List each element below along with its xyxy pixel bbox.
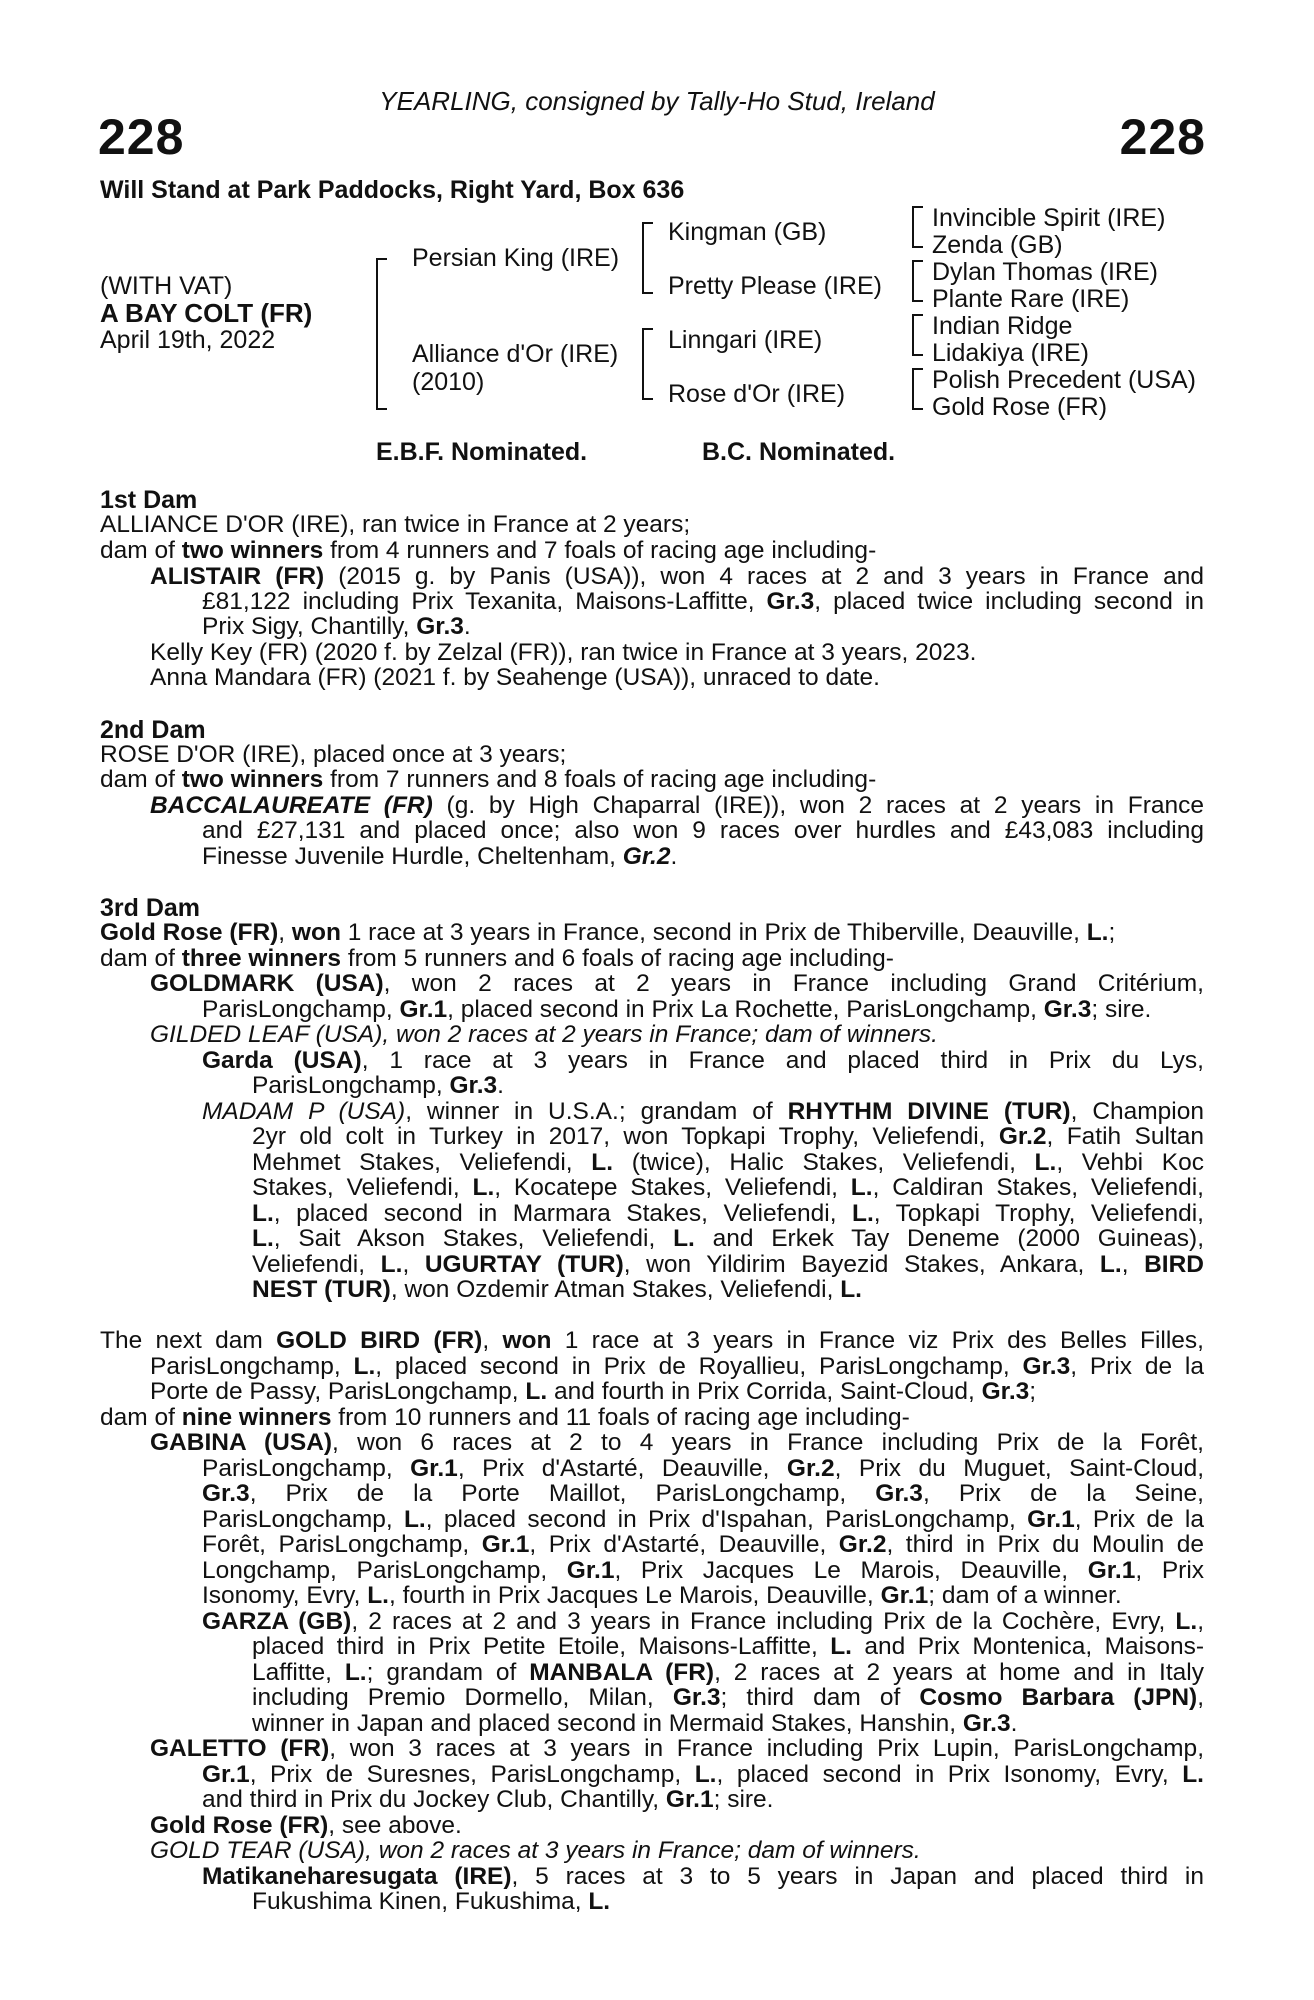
third-dam-heading: 3rd Dam (100, 894, 201, 922)
next-dam-line: The next dam GOLD BIRD (FR), won 1 race at 3 years in France viz Prix des Belles Filles, (100, 1327, 1204, 1354)
next-dam-line: Isonomy, Evry, L., fourth in Prix Jacques Le Marois, Deauville, Gr.1; dam of a winner. (202, 1582, 1122, 1609)
next-dam-line: Fukushima Kinen, Fukushima, L. (252, 1888, 611, 1915)
next-dam-line: dam of nine winners from 10 runners and 11 foals of racing age including- (100, 1404, 910, 1431)
bc-nomination: B.C. Nominated. (702, 438, 896, 466)
next-dam-line: Forêt, ParisLongchamp, Gr.1, Prix d'Astarté, Deauville, Gr.2, third in Prix du Moulin de (202, 1531, 1204, 1558)
second-dam-line: dam of two winners from 7 runners and 8 foals of racing age including- (100, 766, 877, 793)
next-dam-line: winner in Japan and placed second in Mermaid Stakes, Hanshin, Gr.3. (252, 1710, 1018, 1737)
lot-horse-name: A BAY COLT (FR) (100, 298, 313, 328)
next-dam-line: Matikaneharesugata (IRE), 5 races at 3 to 5 years in Japan and placed third in (202, 1863, 1204, 1890)
third-dam-line: L., placed second in Marmara Stakes, Veliefendi, L., Topkapi Trophy, Veliefendi, (252, 1200, 1204, 1227)
pedigree-g3-3: Dylan Thomas (IRE) (932, 258, 1158, 286)
next-dam-line: ParisLongchamp, Gr.1, Prix d'Astarté, Deauville, Gr.2, Prix du Muguet, Saint-Cloud, (202, 1455, 1204, 1482)
first-dam-line: ALISTAIR (FR) (2015 g. by Panis (USA)), won 4 races at 2 and 3 years in France and (150, 563, 1204, 590)
next-dam-line: Gr.3, Prix de la Porte Maillot, ParisLongchamp, Gr.3, Prix de la Seine, (202, 1480, 1204, 1507)
third-dam-line: Stakes, Veliefendi, L., Kocatepe Stakes, Veliefendi, L., Caldiran Stakes, Veliefendi, (252, 1174, 1204, 1201)
third-dam-line: L., Sait Akson Stakes, Veliefendi, L. and Erkek Tay Deneme (2000 Guineas), (252, 1225, 1204, 1252)
first-dam-line: Anna Mandara (FR) (2021 f. by Seahenge (USA)), unraced to date. (150, 664, 880, 691)
next-dam-line: Laffitte, L.; grandam of MANBALA (FR), 2 races at 2 years at home and in Italy (252, 1659, 1204, 1686)
first-dam-line: ALLIANCE D'OR (IRE), ran twice in France at 2 years; (100, 511, 691, 538)
first-dam-line: £81,122 including Prix Texanita, Maisons-Laffitte, Gr.3, placed twice including second in (202, 588, 1204, 615)
second-dam-line: Finesse Juvenile Hurdle, Cheltenham, Gr.2. (202, 843, 678, 870)
next-dam-line: GABINA (USA), won 6 races at 2 to 4 years in France including Prix de la Forêt, (150, 1429, 1204, 1456)
next-dam-line: GOLD TEAR (USA), won 2 races at 3 years in France; dam of winners. (150, 1837, 921, 1864)
pedigree-g3-4: Plante Rare (IRE) (932, 285, 1130, 313)
stable-location: Will Stand at Park Paddocks, Right Yard, Box 636 (100, 176, 685, 204)
next-dam-line: ParisLongchamp, L., placed second in Prix d'Ispahan, ParisLongchamp, Gr.1, Prix de la (202, 1506, 1204, 1533)
third-dam-line: NEST (TUR), won Ozdemir Atman Stakes, Veliefendi, L. (252, 1276, 862, 1303)
pedigree-sire-sire: Kingman (GB) (668, 218, 827, 246)
pedigree-dam: Alliance d'Or (IRE) (412, 340, 619, 368)
second-dam-line: ROSE D'OR (IRE), placed once at 3 years; (100, 741, 567, 768)
pedigree-brace-g3 (912, 314, 923, 356)
pedigree-brace-sire (642, 222, 653, 294)
third-dam-line: 2yr old colt in Turkey in 2017, won Topkapi Trophy, Veliefendi, Gr.2, Fatih Sultan (252, 1123, 1205, 1150)
pedigree-g3-8: Gold Rose (FR) (932, 393, 1108, 421)
second-dam-line: BACCALAUREATE (FR) (g. by High Chaparral (IRE)), won 2 races at 2 years in France (150, 792, 1204, 819)
next-dam-line: GALETTO (FR), won 3 races at 3 years in France including Prix Lupin, ParisLongchamp, (150, 1735, 1204, 1762)
pedigree-dam-dam: Rose d'Or (IRE) (668, 380, 846, 408)
pedigree-dam-year: (2010) (412, 368, 485, 396)
pedigree-sire: Persian King (IRE) (412, 244, 620, 272)
third-dam-line: dam of three winners from 5 runners and 6 foals of racing age including- (100, 945, 894, 972)
pedigree-brace-g1 (912, 206, 923, 248)
first-dam-line: Kelly Key (FR) (2020 f. by Zelzal (FR)), ran twice in France at 3 years, 2023. (150, 639, 977, 666)
third-dam-line: Gold Rose (FR), won 1 race at 3 years in France, second in Prix de Thiberville, Deauville, L.; (100, 919, 1116, 946)
consignment-line: YEARLING, consigned by Tally-Ho Stud, Ireland (379, 86, 935, 116)
vat-note: (WITH VAT) (100, 272, 233, 300)
lot-number-right: 228 (1119, 109, 1206, 165)
next-dam-line: Longchamp, ParisLongchamp, Gr.1, Prix Jacques Le Marois, Deauville, Gr.1, Prix (202, 1557, 1205, 1584)
third-dam-line: ParisLongchamp, Gr.3. (252, 1072, 504, 1099)
pedigree-g3-7: Polish Precedent (USA) (932, 366, 1197, 394)
third-dam-line: MADAM P (USA), winner in U.S.A.; grandam of RHYTHM DIVINE (TUR), Champion (202, 1098, 1204, 1125)
next-dam-line: placed third in Prix Petite Etoile, Maisons-Laffitte, L. and Prix Montenica, Maisons- (252, 1633, 1204, 1660)
third-dam-line: GOLDMARK (USA), won 2 races at 2 years in France including Grand Critérium, (150, 970, 1204, 997)
foaling-date: April 19th, 2022 (100, 326, 276, 354)
first-dam-line: Prix Sigy, Chantilly, Gr.3. (202, 613, 471, 640)
next-dam-line: Gr.1, Prix de Suresnes, ParisLongchamp, L., placed second in Prix Isonomy, Evry, L. (202, 1761, 1204, 1788)
pedigree-brace-g2 (912, 260, 923, 302)
second-dam-line: and £27,131 and placed once; also won 9 races over hurdles and £43,083 including (202, 817, 1204, 844)
ebf-nomination: E.B.F. Nominated. (376, 438, 588, 466)
pedigree-sire-dam: Pretty Please (IRE) (668, 272, 882, 300)
third-dam-line: Mehmet Stakes, Veliefendi, L. (twice), Halic Stakes, Veliefendi, L., Vehbi Koc (252, 1149, 1204, 1176)
first-dam-line: dam of two winners from 4 runners and 7 foals of racing age including- (100, 537, 877, 564)
third-dam-line: Garda (USA), 1 race at 3 years in France and placed third in Prix du Lys, (202, 1047, 1204, 1074)
pedigree-g3-6: Lidakiya (IRE) (932, 339, 1089, 367)
third-dam-line: GILDED LEAF (USA), won 2 races at 2 years in France; dam of winners. (150, 1021, 938, 1048)
next-dam-line: ParisLongchamp, L., placed second in Prix de Royallieu, ParisLongchamp, Gr.3, Prix de la (150, 1353, 1204, 1380)
pedigree-g3-1: Invincible Spirit (IRE) (932, 204, 1166, 232)
pedigree-brace-g4 (912, 368, 923, 410)
pedigree-brace-dam (642, 328, 653, 400)
next-dam-line: including Premio Dormello, Milan, Gr.3; third dam of Cosmo Barbara (JPN), (252, 1684, 1204, 1711)
next-dam-line: GARZA (GB), 2 races at 2 and 3 years in France including Prix de la Cochère, Evry, L., (202, 1608, 1204, 1635)
next-dam-line: Porte de Passy, ParisLongchamp, L. and fourth in Prix Corrida, Saint-Cloud, Gr.3; (150, 1378, 1037, 1405)
pedigree-dam-sire: Linngari (IRE) (668, 326, 823, 354)
next-dam-line: Gold Rose (FR), see above. (150, 1812, 462, 1839)
lot-number-left: 228 (98, 109, 185, 165)
first-dam-heading: 1st Dam (100, 486, 198, 514)
third-dam-line: ParisLongchamp, Gr.1, placed second in Prix La Rochette, ParisLongchamp, Gr.3; sire. (202, 996, 1152, 1023)
second-dam-heading: 2nd Dam (100, 716, 206, 744)
third-dam-line: Veliefendi, L., UGURTAY (TUR), won Yildirim Bayezid Stakes, Ankara, L., BIRD (252, 1251, 1204, 1278)
pedigree-g3-2: Zenda (GB) (932, 231, 1063, 259)
pedigree-g3-5: Indian Ridge (932, 312, 1073, 340)
pedigree-brace-sire-dam (376, 258, 387, 410)
next-dam-line: and third in Prix du Jockey Club, Chantilly, Gr.1; sire. (202, 1786, 774, 1813)
